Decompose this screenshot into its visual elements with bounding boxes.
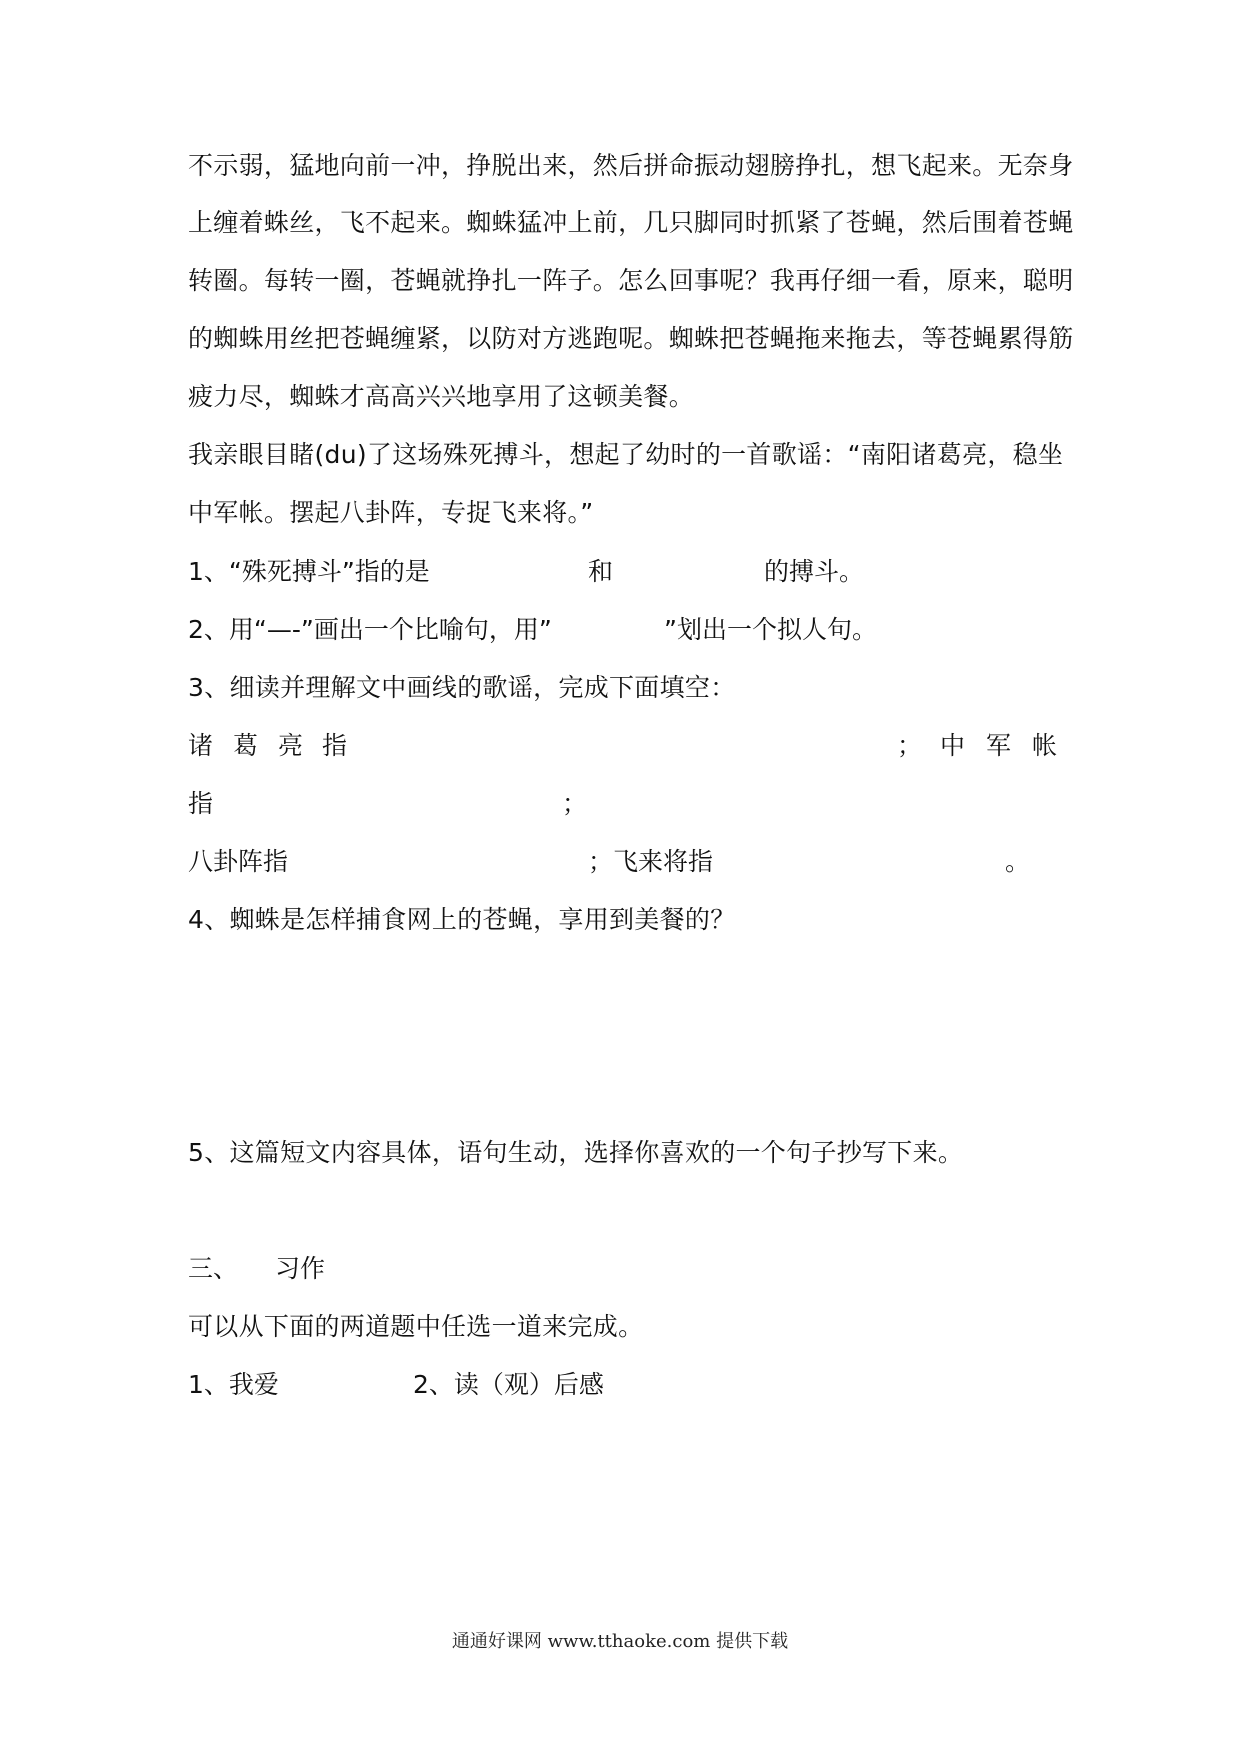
q3-semicolon-1: ； [897,731,923,760]
option-1: 1、我爱 [188,1370,279,1399]
q3-title: 3、细读并理解文中画线的歌谣，完成下面填空： [188,673,736,702]
q2-part2: ”划出一个拟人句。 [664,615,877,644]
q3-zhuge-2: 葛 [233,731,259,760]
q3-zhongjun-1: 中 [940,731,966,760]
q3-period: 。 [1005,847,1031,876]
question-5: 5、这篇短文内容具体，语句生动，选择你喜欢的一个句子抄写下来。 [188,1138,964,1167]
q3-zhuge-1: 诸 [188,731,214,760]
q3-zhuge-3: 亮 [278,731,304,760]
section-3-instruction: 可以从下面的两道题中任选一道来完成。 [188,1312,644,1341]
option-2: 2、读（观）后感 [413,1370,604,1399]
q3-bagua: 八卦阵指 [188,847,289,876]
question-4: 4、蜘蛛是怎样捕食网上的苍蝇，享用到美餐的？ [188,905,736,934]
q3-zhongjun-2: 军 [986,731,1012,760]
q3-zhuge-4: 指 [322,731,348,760]
section-3-title: 习作 [275,1254,326,1283]
q1-middle: 和 [588,557,614,586]
passage-line-7: 中军帐。摆起八卦阵，专捉飞来将。” [188,498,594,527]
passage-line-2: 上缠着蛛丝，飞不起来。蜘蛛猛冲上前，几只脚同时抓紧了苍蝇，然后围着苍蝇 [188,208,1074,237]
footer-credit: 通通好课网 www.tthaoke.com 提供下载 [451,1631,789,1652]
passage-line-1: 不示弱，猛地向前一冲，挣脱出来，然后拼命振动翅膀挣扎，想飞起来。无奈身 [188,151,1074,180]
q3-zhi: 指 [188,789,214,818]
q3-feilai: ；飞来将指 [588,847,714,876]
q3-zhongjun-3: 帐 [1032,731,1058,760]
passage-line-5: 疲力尽，蜘蛛才高高兴兴地享用了这顿美餐。 [188,382,695,411]
q3-semicolon-2: ； [562,789,588,818]
section-3-number: 三、 [188,1254,239,1283]
passage-line-3: 转圈。每转一圈，苍蝇就挣扎一阵子。怎么回事呢？我再仔细一看，原来，聪明 [188,266,1074,295]
q1-suffix: 的搏斗。 [764,557,865,586]
passage-line-4: 的蜘蛛用丝把苍蝇缠紧，以防对方逃跑呢。蜘蛛把苍蝇拖来拖去，等苍蝇累得筋 [188,324,1074,353]
q1-prefix: 1、“殊死搏斗”指的是 [188,557,430,586]
q2-part1: 2、用“—-”画出一个比喻句，用” [188,615,552,644]
passage-line-6: 我亲眼目睹(du)了这场殊死搏斗，想起了幼时的一首歌谣：“南阳诸葛亮，稳坐 [188,440,1064,469]
